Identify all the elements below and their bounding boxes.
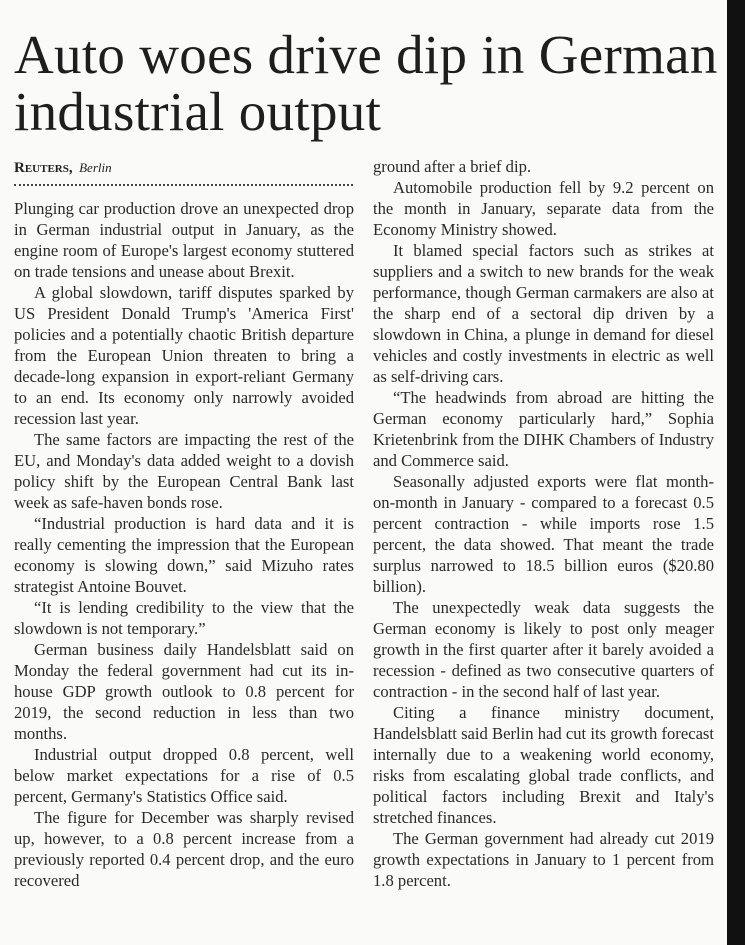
- paragraph: Plunging car production drove an unexpected drop in German industrial output in January, as the engine room of Europe's largest economy stuttered on trade tensions and unease about Brexit.: [14, 199, 354, 281]
- page-edge-bar: [727, 0, 745, 945]
- byline: [14, 160, 112, 177]
- paragraph-continuation: ground after a brief dip.: [373, 157, 532, 176]
- headline: Auto woes drive dip in German industrial output: [14, 24, 718, 142]
- paragraph: The German government had already cut 2019 growth expectations in January to 1 percent from 1.8 percent.: [373, 829, 714, 890]
- paragraph: “It is lending credibility to the view that the slowdown is not temporary.”: [14, 598, 354, 638]
- article-column-2: [373, 156, 714, 891]
- paragraph: The same factors are impacting the rest of the EU, and Monday's data added weight to a dovish policy shift by the European Central Bank last week as safe-haven bonds rose.: [14, 430, 354, 512]
- paragraph: Automobile production fell by 9.2 percent on the month in January, separate data from the Economy Ministry showed.: [373, 178, 714, 239]
- paragraph: Industrial output dropped 0.8 percent, well below market expectations for a rise of 0.5 percent, Germany's Statistics Office said.: [14, 745, 354, 806]
- paragraph: “The headwinds from abroad are hitting the German economy particularly hard,” Sophia Krietenbrink from the DIHK Chambers of Industry and Commerce said.: [373, 388, 714, 470]
- paragraph: A global slowdown, tariff disputes sparked by US President Donald Trump's 'America First' policies and a potentially chaotic British departure from the European Union threaten to bring a decade-long expansion in export-reliant Germany to an end. Its economy only narrowly avoided recession last year.: [14, 283, 354, 428]
- paragraph: Citing a finance ministry document, Handelsblatt said Berlin had cut its growth forecast internally due to a weakening world economy, risks from escalating global trade conflicts, and political factors including Brexit and Italy's stretched finances.: [373, 703, 714, 827]
- paragraph: Seasonally adjusted exports were flat month-on-month in January - compared to a forecast 0.5 percent contraction - while imports rose 1.5 percent, the data showed. That meant the trade surplus narrowed to 18.5 billion euros ($20.80 billion).: [373, 472, 714, 596]
- paragraph: It blamed special factors such as strikes at suppliers and a switch to new brands for the weak performance, though German carmakers are also at the sharp end of a sectoral dip driven by a slowdown in China, a plunge in demand for diesel vehicles and costly investments in electric as well as self-driving cars.: [373, 241, 714, 386]
- paragraph: The unexpectedly weak data suggests the German economy is likely to post only meager growth in the first quarter after it barely avoided a recession - defined as two consecutive quarters of contraction - in the second half of last year.: [373, 598, 714, 701]
- paragraph: German business daily Handelsblatt said on Monday the federal government had cut its in-house GDP growth outlook to 0.8 percent for 2019, the second reduction in less than two months.: [14, 640, 354, 743]
- dotted-divider: [14, 184, 353, 186]
- news-agency: Reuters,: [14, 160, 73, 176]
- paragraph: The figure for December was sharply revised up, however, to a 0.8 percent increase from a previously reported 0.4 percent drop, and the euro recovered: [14, 808, 354, 890]
- dateline: Berlin: [79, 160, 112, 175]
- article-column-1: [14, 198, 354, 891]
- paragraph: “Industrial production is hard data and it is really cementing the impression that the European economy is slowing down,” said Mizuho rates strategist Antoine Bouvet.: [14, 514, 354, 596]
